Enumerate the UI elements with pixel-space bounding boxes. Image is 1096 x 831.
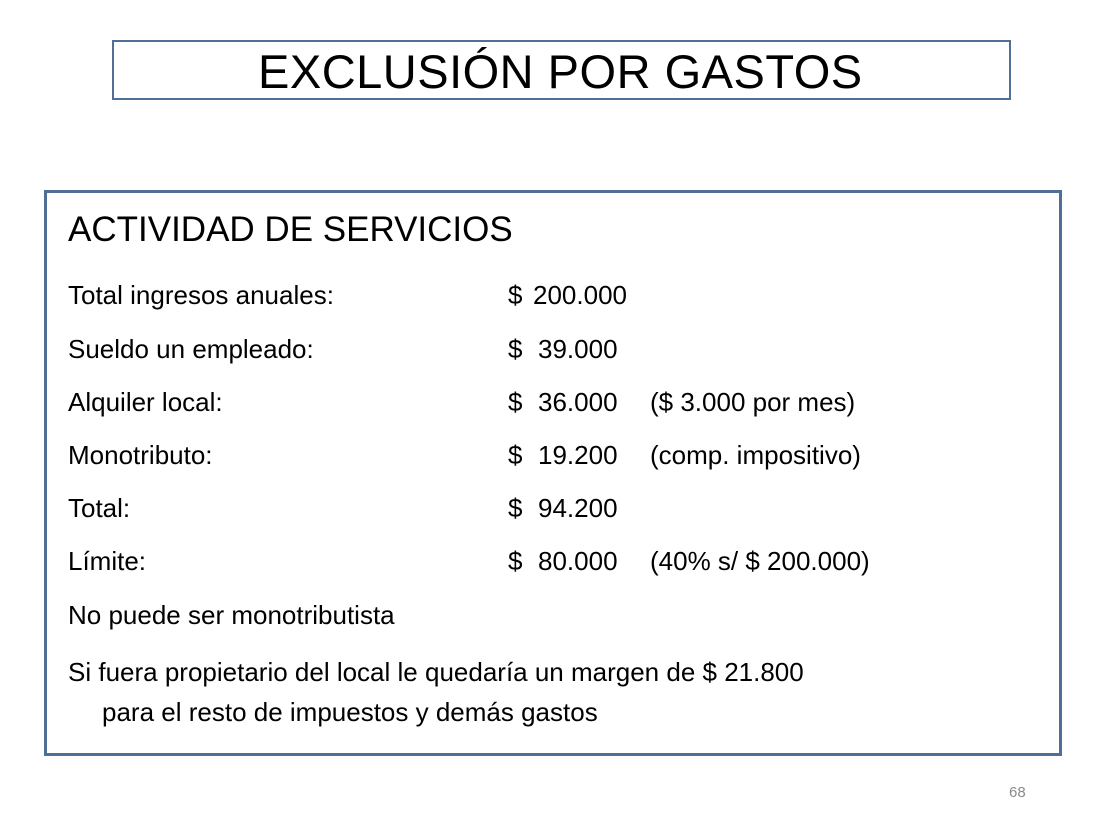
margin-line-2: para el resto de impuestos y demás gastos	[102, 697, 598, 727]
conclusion-text: No puede ser monotributista	[68, 600, 395, 630]
margin-line-1: Si fuera propietario del local le quedaría un margen de $ 21.800	[68, 657, 804, 687]
row-note: (40% s/ $ 200.000)	[650, 546, 870, 576]
row-currency: $	[508, 280, 523, 310]
section-heading: ACTIVIDAD DE SERVICIOS	[68, 210, 513, 249]
row-amount: 39.000	[538, 334, 618, 364]
row-amount: 36.000	[538, 387, 618, 417]
row-currency: $	[508, 546, 523, 576]
row-label: Límite:	[68, 546, 147, 576]
row-label: Alquiler local:	[68, 387, 223, 417]
row-amount: 200.000	[533, 280, 627, 310]
row-currency: $	[508, 440, 523, 470]
row-note: (comp. impositivo)	[650, 440, 861, 470]
row-currency: $	[508, 493, 523, 523]
row-label: Sueldo un empleado:	[68, 334, 314, 364]
page-number: 68	[1009, 784, 1026, 801]
row-label: Monotributo:	[68, 440, 213, 470]
row-currency: $	[508, 334, 523, 364]
row-amount: 19.200	[538, 440, 618, 470]
slide-title: EXCLUSIÓN POR GASTOS	[258, 45, 863, 98]
row-note: ($ 3.000 por mes)	[650, 387, 856, 417]
margin-paragraph	[68, 652, 1048, 732]
row-currency: $	[508, 387, 523, 417]
row-label: Total ingresos anuales:	[68, 280, 334, 310]
row-label: Total:	[68, 493, 131, 523]
row-amount: 94.200	[538, 493, 618, 523]
row-amount: 80.000	[538, 546, 618, 576]
